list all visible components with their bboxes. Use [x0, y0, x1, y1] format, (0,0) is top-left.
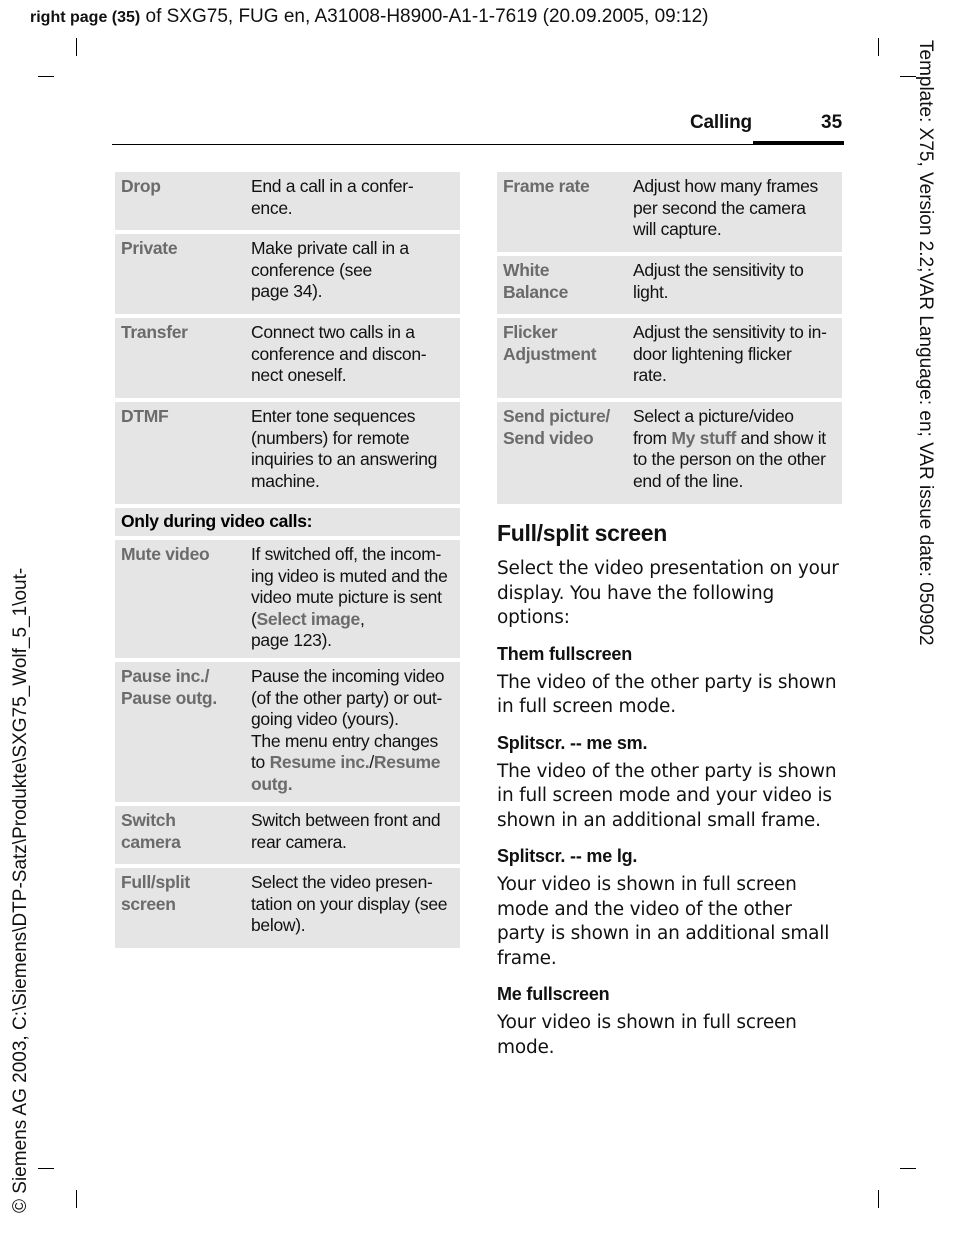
menu-desc: Connect two calls in a conference and discon- nect oneself. [245, 318, 460, 398]
menu-desc [245, 662, 460, 802]
menu-term: Flicker Adjustment [497, 318, 627, 398]
section-intro: Select the video presentation on your display. You have the following options: [497, 558, 839, 628]
option-label: Me fullscreen [497, 984, 610, 1004]
crop-mark [38, 1168, 54, 1169]
option-text: The video of the other party is shown in full screen mode and your video is shown in an additional small frame. [497, 760, 837, 831]
desc-text: , page 123). [251, 608, 365, 650]
crop-mark [38, 76, 54, 77]
option-text: Your video is shown in full screen mode. [497, 1012, 797, 1058]
table-row [115, 172, 460, 230]
table-row [497, 318, 842, 398]
section-row [115, 508, 460, 536]
slug-rest: of SXG75, FUG en, A31008-H8900-A1-1-7619 (20.09.2005, 09:12) [140, 6, 709, 27]
menu-desc: Select the video presen- tation on your display (see below). [245, 868, 460, 948]
table-row [115, 806, 460, 864]
crop-mark [900, 1168, 916, 1169]
menu-desc: Adjust the sensitivity to light. [627, 256, 842, 314]
menu-reference: My stuff [671, 427, 737, 448]
menu-reference: Resume inc. [269, 752, 370, 772]
full-split-screen-section [497, 520, 842, 1073]
right-menu-table [497, 168, 842, 508]
page-number: 35 [821, 112, 843, 133]
menu-term: Private [115, 234, 245, 314]
crop-mark [878, 38, 879, 56]
running-title: Calling [690, 112, 752, 133]
table-row [115, 234, 460, 314]
print-slug [30, 6, 709, 28]
desc-text: and show it to the person on the other end of the line. [633, 427, 826, 491]
option-text: Your video is shown in full screen mode and the video of the other party is shown in an additional small frame. [497, 874, 830, 969]
desc-text: / [369, 752, 374, 772]
menu-term: Mute video [115, 540, 245, 658]
menu-desc: Make private call in a conference (see page 34). [245, 234, 460, 314]
option-label: Them fullscreen [497, 643, 633, 664]
crop-mark [76, 38, 77, 56]
menu-term: Drop [115, 172, 245, 230]
copyright-path: © Siemens AG 2003, C:\Siemens\DTP-Satz\Produkte\SXG75_Wolf_5_1\out- [10, 567, 31, 1213]
table-row [497, 256, 842, 314]
menu-term: Full/split screen [115, 868, 245, 948]
menu-term: Send picture/ Send video [497, 402, 627, 504]
slug-bold: right page (35) [30, 9, 141, 26]
menu-desc [627, 402, 842, 504]
menu-desc: Adjust the sensitivity to in- door lightening flicker rate. [627, 318, 842, 398]
desc-text: Pause the incoming video (of the other party) or out- going video (yours). The menu entry changes to [251, 666, 445, 772]
option-text: The video of the other party is shown in full screen mode. [497, 671, 837, 717]
menu-term: Pause inc./ Pause outg. [115, 662, 245, 802]
left-menu-table [115, 168, 460, 952]
menu-term: Frame rate [497, 172, 627, 252]
menu-term: Transfer [115, 318, 245, 398]
header-rule [112, 144, 844, 145]
table-row [115, 402, 460, 504]
menu-desc: Adjust how many frames per second the camera will capture. [627, 172, 842, 252]
table-row [497, 402, 842, 504]
table-row [115, 540, 460, 658]
menu-term: White Balance [497, 256, 627, 314]
menu-desc: End a call in a confer- ence. [245, 172, 460, 230]
table-row [497, 172, 842, 252]
header-rule-accent [753, 141, 844, 144]
option-label: Splitscr. -- me lg. [497, 846, 638, 866]
menu-desc: Switch between front and rear camera. [245, 806, 460, 864]
menu-desc [245, 540, 460, 658]
table-row [115, 662, 460, 802]
menu-reference: Resume outg. [251, 752, 441, 794]
template-info: Template: X75, Version 2.2;VAR Language: en; VAR issue date: 050902 [915, 40, 936, 646]
desc-text: Select a picture/video from [633, 406, 794, 448]
menu-reference: Select image [256, 608, 360, 629]
crop-mark [76, 1190, 77, 1208]
menu-term: Switch camera [115, 806, 245, 864]
section-label: Only during video calls: [115, 508, 460, 536]
menu-desc: Enter tone sequences (numbers) for remote inquiries to an answering machine. [245, 402, 460, 504]
table-row [115, 868, 460, 948]
desc-text: If switched off, the incom- ing video is muted and the video mute picture is sent ( [251, 544, 448, 629]
section-heading: Full/split screen [497, 520, 668, 546]
crop-mark [878, 1190, 879, 1208]
menu-term: DTMF [115, 402, 245, 504]
table-row [115, 318, 460, 398]
option-label: Splitscr. -- me sm. [497, 732, 648, 753]
